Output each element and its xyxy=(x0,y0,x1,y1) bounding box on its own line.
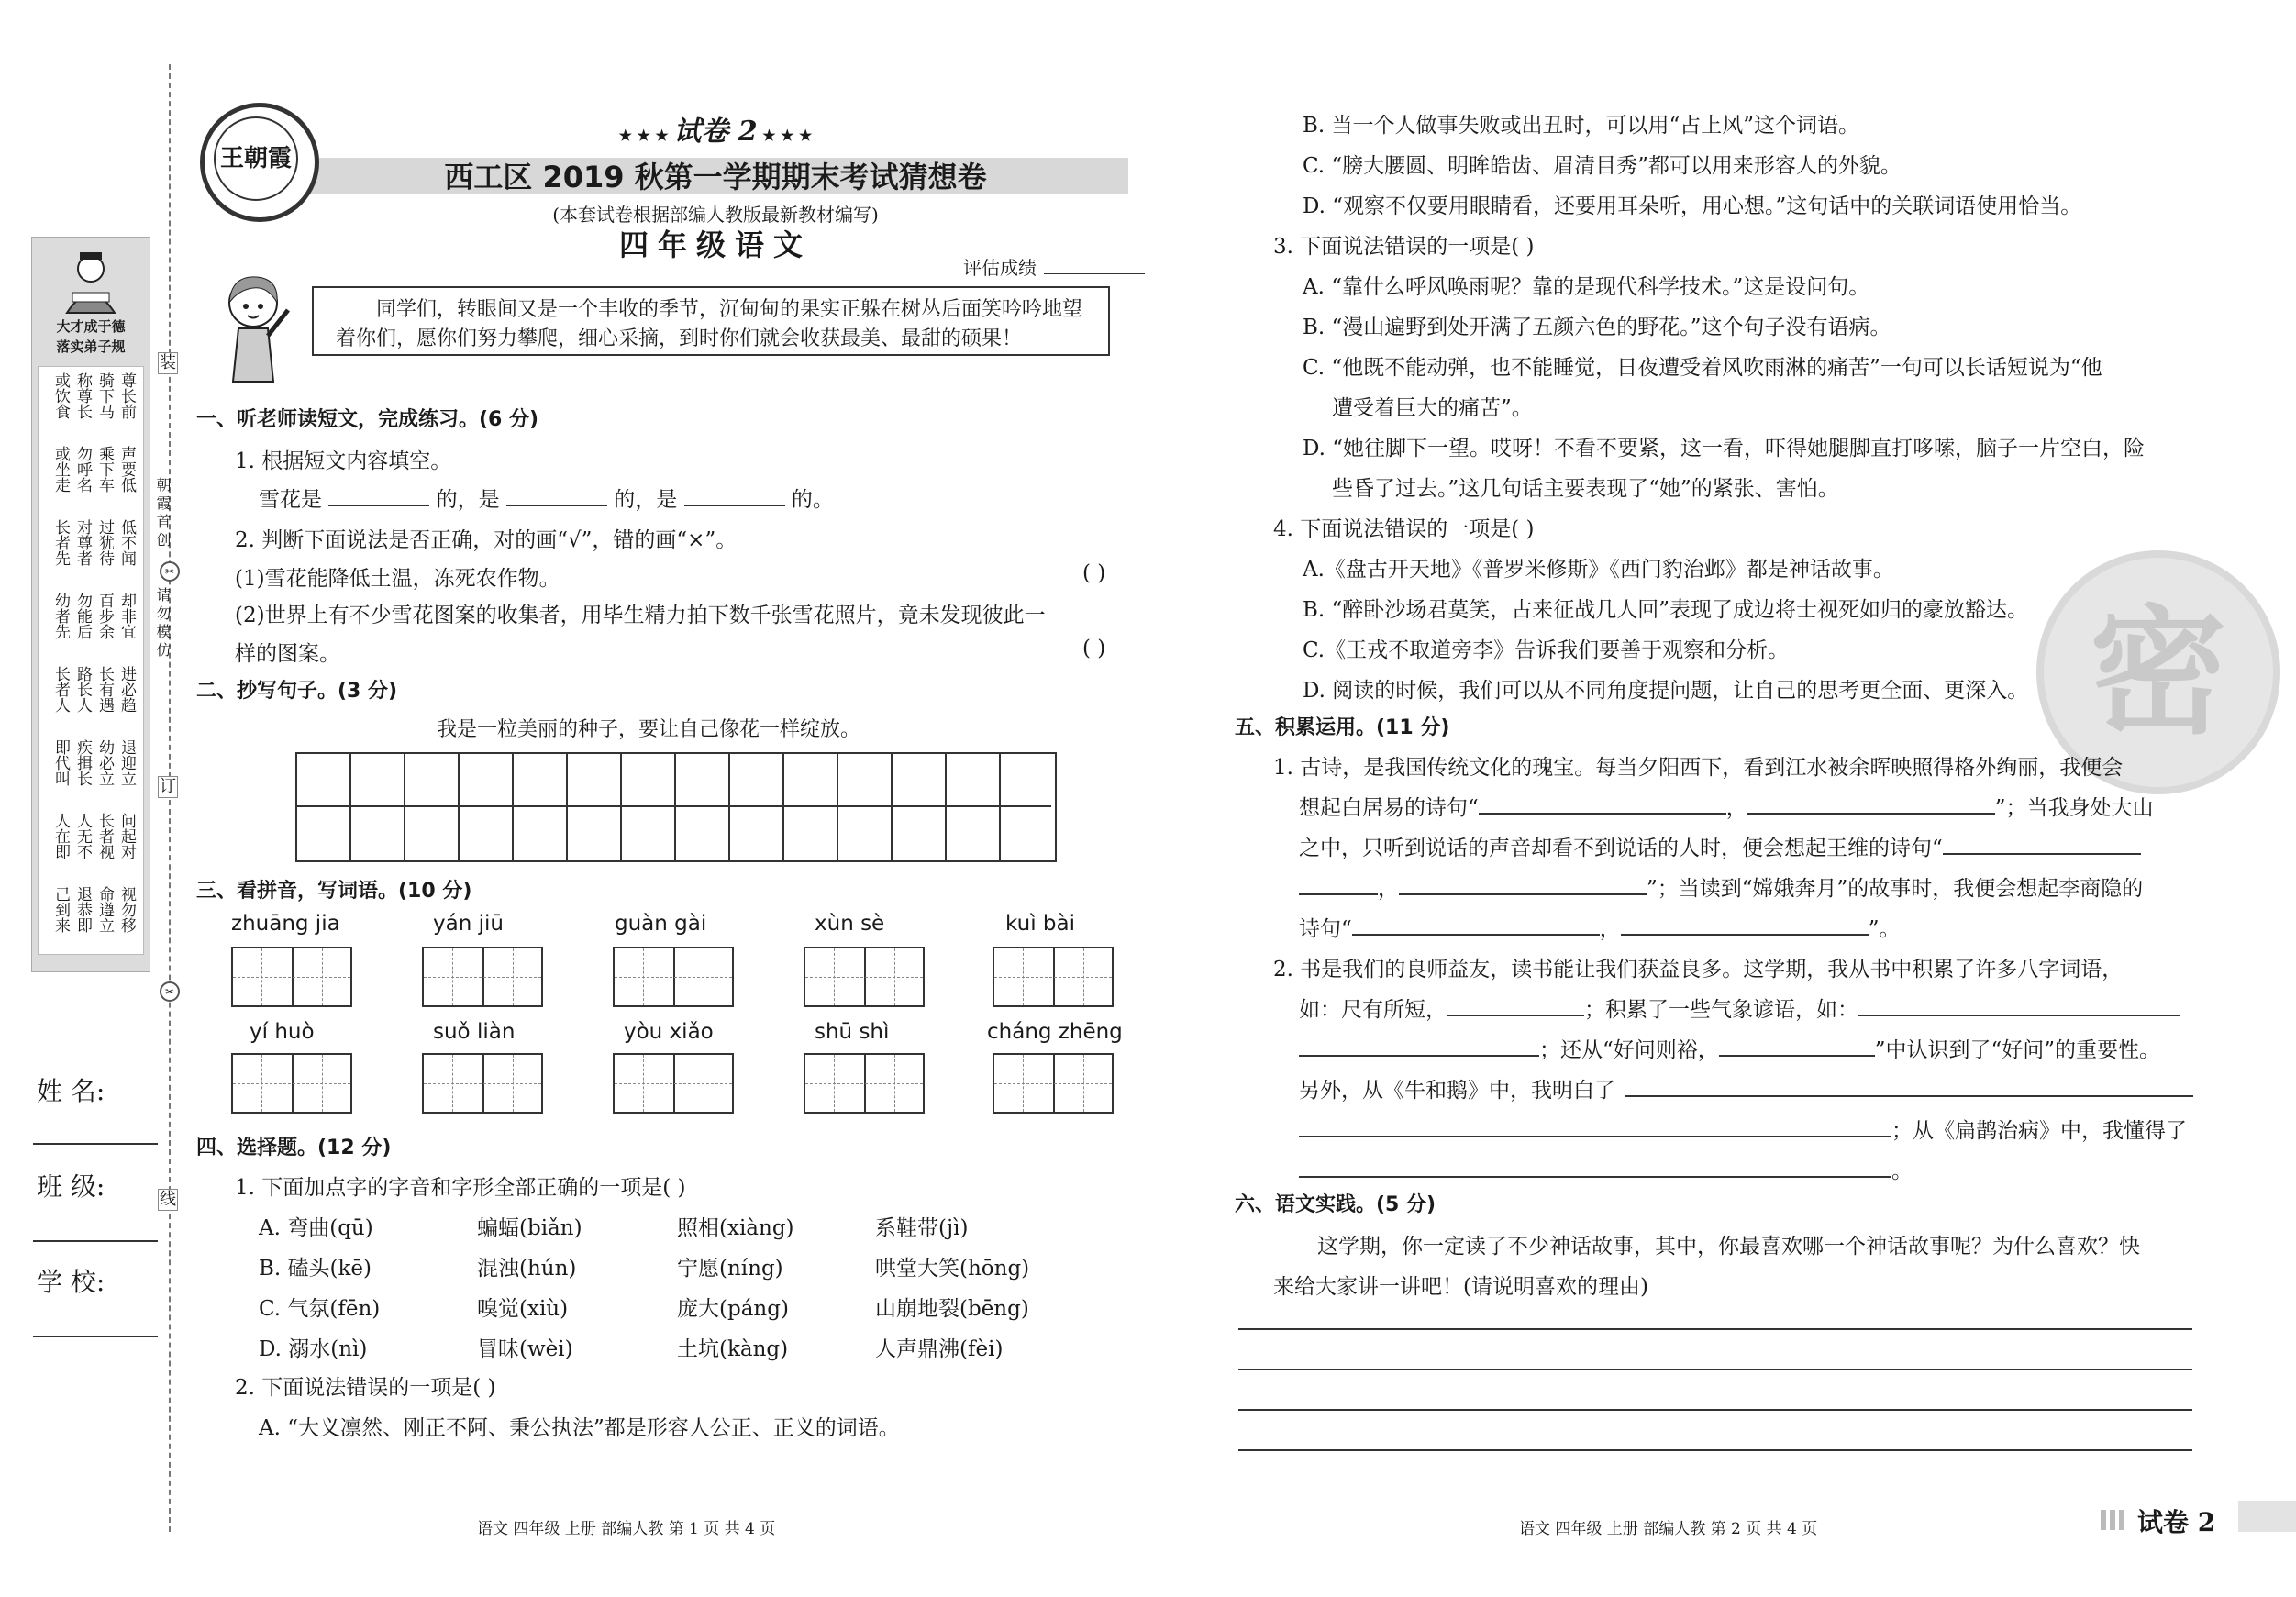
s5-q2-line: 2. 书是我们的良师益友，读书能让我们获益良多。这学期，我从书中积累了许多八字词语， xyxy=(1273,958,2124,981)
poem-col: 幼者先 xyxy=(51,593,70,639)
grid-cell[interactable] xyxy=(784,807,838,860)
name-field[interactable] xyxy=(33,1143,158,1145)
grid-cell[interactable] xyxy=(514,754,568,807)
blank-input[interactable] xyxy=(1399,893,1647,895)
grid-cell[interactable] xyxy=(1001,807,1051,860)
poem-col: 骑下马 xyxy=(95,372,114,419)
poem-col: 退迎立 xyxy=(117,739,136,786)
poem-col: 人在即 xyxy=(51,813,70,859)
option-item: D. “她往脚下一望。哎呀！不看不要紧，这一看，吓得她腿脚直打哆嗦，脑子一片空白，险 xyxy=(1303,437,2146,460)
option-item: 庞大(páng) xyxy=(677,1297,789,1321)
grid-cell[interactable] xyxy=(947,807,1001,860)
blank-input[interactable] xyxy=(1299,1055,1539,1057)
grid-cell[interactable] xyxy=(838,807,893,860)
s5-q1-line: ， ”；当读到“嫦娥奔月”的故事时，我便会想起李商隐的 xyxy=(1299,871,2143,902)
sidebar-panel xyxy=(31,237,150,972)
word-box[interactable] xyxy=(613,1053,734,1114)
section5-title: 五、积累运用。(11 分) xyxy=(1235,716,1450,739)
grid-cell[interactable] xyxy=(730,807,784,860)
grid-cell[interactable] xyxy=(514,807,568,860)
s5-q1-line: 想起白居易的诗句“ ， ”；当我身处大山 xyxy=(1299,796,2154,820)
option-item-cont: 遭受着巨大的痛苦”。 xyxy=(1332,396,1533,420)
poem-col: 命遵立 xyxy=(95,886,114,933)
section4-title: 四、选择题。(12 分) xyxy=(196,1137,392,1159)
dizigui-poem xyxy=(38,366,144,955)
s6-prompt: 来给大家讲一讲吧！(请说明喜欢的理由) xyxy=(1273,1275,1648,1299)
pinyin-label: zhuāng jia xyxy=(231,912,340,936)
option-item: D. 阅读的时候，我们可以从不同角度提问题，让自己的思考更全面、更深入。 xyxy=(1303,679,2029,703)
pinyin-label: kuì bài xyxy=(1005,912,1075,936)
class-field[interactable] xyxy=(33,1240,158,1242)
s5-q1-line: 诗句“ ， ”。 xyxy=(1299,917,1901,941)
poem-col: 声要低 xyxy=(117,446,136,493)
grid-cell[interactable] xyxy=(947,754,1001,807)
poem-col: 路长人 xyxy=(73,666,92,713)
pinyin-label: shū shì xyxy=(815,1020,890,1044)
s1-q1: 1. 根据短文内容填空。 xyxy=(235,449,452,473)
word-box[interactable] xyxy=(422,947,543,1007)
option-item: D. 溺水(nì) xyxy=(259,1337,368,1361)
school-field[interactable] xyxy=(33,1336,158,1337)
s4-q3: 3. 下面说法错误的一项是( ) xyxy=(1273,235,1535,259)
binding-mark-xian: 线 xyxy=(160,1190,176,1209)
exam-number: ★ ★ ★ 试卷 2 ★ ★ ★ xyxy=(618,116,813,148)
class-label: 班 级: xyxy=(37,1171,105,1202)
blank-input[interactable] xyxy=(684,505,785,506)
option-item: 冒昧(wèi) xyxy=(477,1337,573,1361)
blank-input[interactable] xyxy=(1943,853,2141,855)
option-item: 照相(xiàng) xyxy=(677,1216,794,1240)
grid-cell[interactable] xyxy=(460,754,514,807)
pinyin-label: guàn gài xyxy=(615,912,707,936)
scholar-figure-icon xyxy=(54,245,128,315)
option-item: A. “大义凛然、刚正不阿、秉公执法”都是形容人公正、正义的词语。 xyxy=(259,1416,900,1440)
s4-q2: 2. 下面说法错误的一项是( ) xyxy=(235,1376,496,1400)
poem-col: 尊长前 xyxy=(117,372,136,419)
s5-q2-line: 。 xyxy=(1299,1154,1913,1184)
blank-input[interactable] xyxy=(1352,934,1600,936)
s5-q1-line: 之中，只听到说话的声音却看不到说话的人时，便会想起王维的诗句“ xyxy=(1299,831,2141,861)
option-item: 哄堂大笑(hōng) xyxy=(875,1257,1030,1281)
option-item: C. 气氛(fēn) xyxy=(259,1297,381,1321)
s5-q2-line: ；从《扁鹊治病》中，我懂得了 xyxy=(1299,1114,2187,1144)
grid-cell[interactable] xyxy=(622,807,676,860)
poem-col: 乘下车 xyxy=(95,446,114,493)
s5-q1-line: 1. 古诗，是我国传统文化的瑰宝。每当夕阳西下，看到江水被余晖映照得格外绚丽，我便会 xyxy=(1273,756,2124,780)
option-item: 混浊(hún) xyxy=(477,1257,577,1281)
s5-q2-line: 另外，从《牛和鹅》中，我明白了 xyxy=(1299,1073,2193,1103)
option-item: 嗅觉(xiù) xyxy=(477,1297,569,1321)
exam-tab: 试卷 2 xyxy=(2137,1507,2216,1537)
answer-paren[interactable]: ( ) xyxy=(1082,637,1106,660)
section3-title: 三、看拼音，写词语。(10 分) xyxy=(196,880,472,903)
poem-col: 问起对 xyxy=(117,813,136,859)
grid-cell[interactable] xyxy=(676,807,730,860)
grid-cell[interactable] xyxy=(351,807,405,860)
word-box[interactable] xyxy=(804,947,925,1007)
copy-sentence: 我是一粒美丽的种子，要让自己像花一样绽放。 xyxy=(437,718,861,741)
girl-illustration-icon xyxy=(220,272,295,383)
confidential-watermark: 密 xyxy=(2036,550,2280,794)
logo-text: 王朝霞 xyxy=(214,116,298,201)
grid-cell[interactable] xyxy=(893,754,947,807)
option-item: A. 弯曲(qū) xyxy=(259,1216,373,1240)
blank-input[interactable] xyxy=(1299,1176,1891,1178)
grid-cell[interactable] xyxy=(784,754,838,807)
blank-input[interactable] xyxy=(1858,1015,2180,1016)
word-box[interactable] xyxy=(613,947,734,1007)
blank-input[interactable] xyxy=(1747,813,1995,815)
poem-col: 退恭即 xyxy=(73,886,92,933)
pinyin-label: yòu xiǎo xyxy=(624,1020,714,1044)
word-box[interactable] xyxy=(993,1053,1114,1114)
poem-col: 勿能后 xyxy=(73,593,92,639)
binding-dashed-line xyxy=(169,64,171,1532)
option-item: 系鞋带(jì) xyxy=(875,1216,969,1240)
intro-box: 同学们，转眼间又是一个丰收的季节，沉甸甸的果实正躲在树丛后面笑吟吟地望着你们，愿你们努力攀爬，细心采摘，到时你们就会收获最美、最甜的硕果！ xyxy=(312,286,1110,356)
blank-input[interactable] xyxy=(1299,1136,1891,1137)
poem-col: 进必趋 xyxy=(117,666,136,713)
grid-cell[interactable] xyxy=(405,754,460,807)
grid-cell[interactable] xyxy=(297,807,351,860)
option-item: A.《盘古开天地》《普罗米修斯》《西门豹治邺》都是神话故事。 xyxy=(1303,558,1894,582)
option-item: 人声鼎沸(fèi) xyxy=(875,1337,1004,1361)
blank-input[interactable] xyxy=(506,505,607,506)
word-box[interactable] xyxy=(422,1053,543,1114)
pinyin-label: yán jiū xyxy=(433,912,504,936)
word-box[interactable] xyxy=(804,1053,925,1114)
answer-line[interactable] xyxy=(1238,1449,2192,1451)
option-item: C. “他既不能动弹，也不能睡觉，日夜遭受着风吹雨淋的痛苦”一句可以长话短说为“他 xyxy=(1303,356,2102,380)
option-item: B. 磕头(kē) xyxy=(259,1257,372,1281)
scissors-icon: ✂ xyxy=(160,981,180,1002)
grid-cell[interactable] xyxy=(460,807,514,860)
option-item: B. “漫山遍野到处开满了五颜六色的野花。”这个句子没有语病。 xyxy=(1303,316,1891,339)
poem-col: 称尊长 xyxy=(73,372,92,419)
grid-cell[interactable] xyxy=(568,754,622,807)
s6-prompt: 这学期，你一定读了不少神话故事，其中，你最喜欢哪一个神话故事呢？为什么喜欢？快 xyxy=(1317,1235,2140,1259)
copy-grid[interactable] xyxy=(295,752,1057,862)
poem-col: 或饮食 xyxy=(51,372,70,419)
option-item: C.《王戎不取道旁李》告诉我们要善于观察和分析。 xyxy=(1303,638,1790,662)
blank-input[interactable] xyxy=(1719,1055,1875,1057)
word-box[interactable] xyxy=(993,947,1114,1007)
s4-q1: 1. 下面加点字的字音和字形全部正确的一项是( ) xyxy=(235,1176,686,1200)
pinyin-label: suǒ liàn xyxy=(433,1020,516,1044)
s1-q2-2b: 样的图案。 xyxy=(235,642,340,666)
grid-cell[interactable] xyxy=(568,807,622,860)
sidebar-motto: 大才成于德 落实弟子规 xyxy=(56,318,126,355)
grid-cell[interactable] xyxy=(622,754,676,807)
pinyin-label: yí huò xyxy=(250,1020,315,1044)
answer-line[interactable] xyxy=(1238,1328,2192,1330)
poem-col: 或坐走 xyxy=(51,446,70,493)
answer-paren[interactable]: ( ) xyxy=(1082,561,1106,585)
option-item: A. “靠什么呼风唤雨呢？靠的是现代科学技术。”这是设问句。 xyxy=(1303,275,1870,299)
option-item: 山崩地裂(bēng) xyxy=(875,1297,1029,1321)
option-item: 宁愿(níng) xyxy=(677,1257,783,1281)
pinyin-label: xùn sè xyxy=(815,912,885,936)
grid-cell[interactable] xyxy=(676,754,730,807)
grid-cell[interactable] xyxy=(351,754,405,807)
s5-q2-line: 如：尺有所短， ；积累了一些气象谚语，如： xyxy=(1299,993,2180,1023)
grid-cell[interactable] xyxy=(405,807,460,860)
blank-input[interactable] xyxy=(1447,1015,1584,1016)
option-item: D. “观察不仅要用眼睛看，还要用耳朵听，用心想。”这句话中的关联词语使用恰当。 xyxy=(1303,194,2082,218)
word-box[interactable] xyxy=(231,947,352,1007)
pinyin-label: cháng zhēng xyxy=(987,1020,1123,1044)
poem-col: 却非宜 xyxy=(117,593,136,639)
answer-line[interactable] xyxy=(1238,1369,2192,1370)
name-label: 姓 名: xyxy=(37,1076,105,1106)
tab-decoration xyxy=(2101,1510,2128,1530)
page-footer-right: 语文 四年级 上册 部编人教 第 2 页 共 4 页 xyxy=(1519,1520,1818,1538)
s4-q4: 4. 下面说法错误的一项是( ) xyxy=(1273,517,1535,541)
s1-q2-1: (1)雪花能降低土温，冻死农作物。 xyxy=(235,567,560,591)
poem-col: 百步余 xyxy=(95,593,114,639)
poem-col: 疾揖长 xyxy=(73,739,92,786)
blank-input[interactable] xyxy=(1625,1095,2193,1097)
option-item: 土坑(kàng) xyxy=(677,1337,789,1361)
poem-col: 对尊者 xyxy=(73,519,92,566)
option-item-cont: 些昏了过去。”这几句话主要表现了“她”的紧张、害怕。 xyxy=(1332,477,1839,501)
blank-input[interactable] xyxy=(328,505,429,506)
section6-title: 六、语文实践。(5 分) xyxy=(1235,1193,1436,1216)
blank-input[interactable] xyxy=(1621,934,1869,936)
s1-q1-fill: 雪花是 的，是 的，是 的。 xyxy=(259,488,834,512)
school-label: 学 校: xyxy=(37,1267,105,1297)
grid-cell[interactable] xyxy=(297,754,351,807)
blank-input[interactable] xyxy=(1299,893,1378,895)
poem-col: 长者先 xyxy=(51,519,70,566)
poem-col: 己到来 xyxy=(51,886,70,933)
scissors-icon: ✂ xyxy=(160,561,180,582)
poem-col: 人无不 xyxy=(73,813,92,859)
s1-q2: 2. 判断下面说法是否正确，对的画“√”，错的画“×”。 xyxy=(235,528,738,552)
option-item: B. “醉卧沙场君莫笑，古来征战几人回”表现了成边将士视死如归的豪放豁达。 xyxy=(1303,598,2029,622)
poem-col: 即代叫 xyxy=(51,739,70,786)
score-field[interactable]: 评估成绩 xyxy=(963,253,1145,280)
page-subtitle: (本套试卷根据部编人教版最新教材编写) xyxy=(552,204,879,226)
poem-col: 长有遇 xyxy=(95,666,114,713)
s1-q2-2: (2)世界上有不少雪花图案的收集者，用毕生精力拍下数千张雪花照片，竟未发现彼此一 xyxy=(235,604,1046,627)
grid-cell[interactable] xyxy=(1001,754,1051,807)
page-footer-left: 语文 四年级 上册 部编人教 第 1 页 共 4 页 xyxy=(477,1520,776,1538)
tab-bar xyxy=(2238,1501,2296,1532)
publisher-logo xyxy=(200,103,319,222)
option-item: C. “膀大腰圆、明眸皓齿、眉清目秀”都可以用来形容人的外貌。 xyxy=(1303,154,1902,178)
word-box[interactable] xyxy=(231,1053,352,1114)
section2-title: 二、抄写句子。(3 分) xyxy=(196,680,398,703)
poem-col: 低不闻 xyxy=(117,519,136,566)
grid-cell[interactable] xyxy=(893,807,947,860)
copyright-note-2: 请勿模仿 xyxy=(154,587,172,660)
grid-cell[interactable] xyxy=(838,754,893,807)
binding-mark-ding: 订 xyxy=(160,777,176,796)
poem-col: 视勿移 xyxy=(117,886,136,933)
answer-line[interactable] xyxy=(1238,1409,2192,1411)
poem-col: 勿呼名 xyxy=(73,446,92,493)
s5-q2-line: ；还从“好问则裕， ”中认识到了“好问”的重要性。 xyxy=(1299,1033,2160,1063)
poem-col: 长者视 xyxy=(95,813,114,859)
binding-mark-zhuang: 装 xyxy=(160,353,176,372)
section1-title: 一、听老师读短文，完成练习。(6 分) xyxy=(196,408,539,431)
option-item: 蝙蝠(biǎn) xyxy=(477,1216,582,1240)
poem-col: 幼必立 xyxy=(95,739,114,786)
copyright-note-1: 朝霞首创 xyxy=(154,477,172,550)
blank-input[interactable] xyxy=(1479,813,1726,815)
grid-cell[interactable] xyxy=(730,754,784,807)
poem-col: 过犹待 xyxy=(95,519,114,566)
option-item: B. 当一个人做事失败或出丑时，可以用“占上风”这个词语。 xyxy=(1303,114,1860,138)
grade-subject: 四年级语文 xyxy=(618,227,812,262)
poem-col: 长者人 xyxy=(51,666,70,713)
page-title: 西工区 2019 秋第一学期期末考试猜想卷 xyxy=(444,160,987,194)
